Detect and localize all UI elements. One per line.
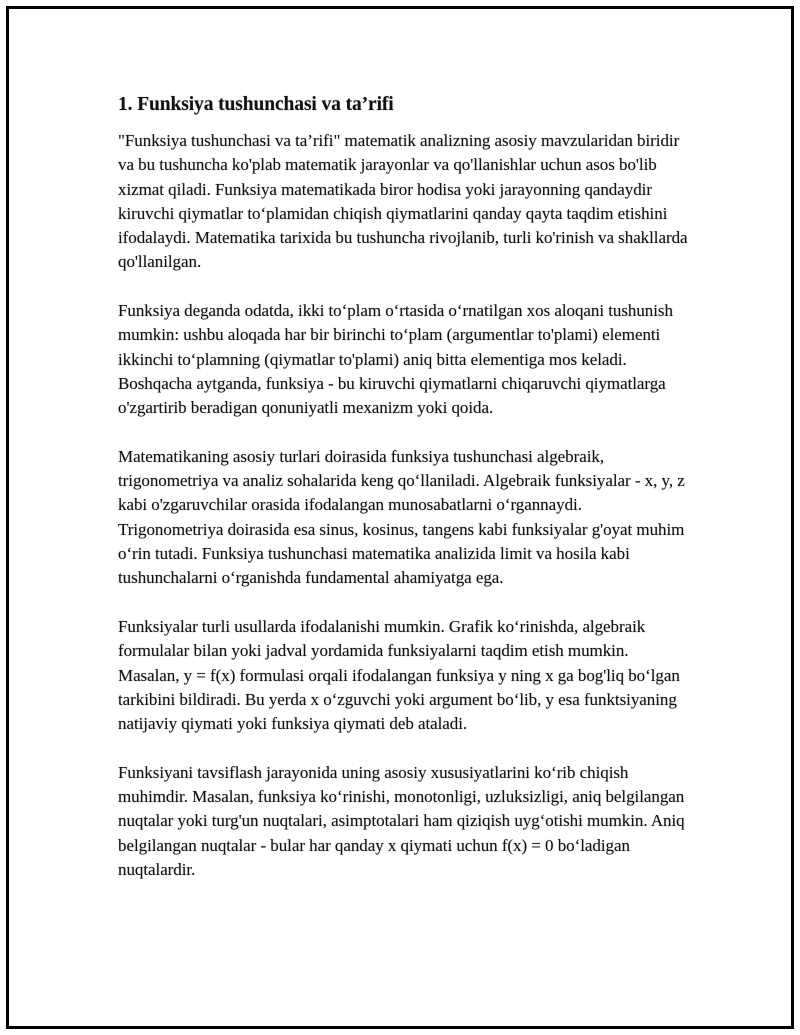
paragraph-2: Funksiya deganda odatda, ikki to‘plam o‘rtasida o‘rnatilgan xos aloqani tushunish mumkin: ushbu aloqada har bir birinchi to‘plam (argumentlar to'plami) elementi ikkinchi to‘plamning (qiymatlar to'plami) aniq bitta elementiga mos keladi. Boshqacha aytganda, funksiya - bu kiruvchi qiymatlarni chiqaruvchi qiymatlarga o'zgartirib beradigan qonuniyatli mexanizm yoki qoida. [118, 301, 673, 418]
paragraph-3: Matematikaning asosiy turlari doirasida funksiya tushunchasi algebraik, trigonometriya va analiz sohalarida keng qo‘llaniladi. Algebraik funksiyalar - x, y, z kabi o'zgaruvchilar orasida ifodalangan munosabatlarni o‘rgannaydi. Trigonometriya doirasida esa sinus, kosinus, tangens kabi funksiyalar g'oyat muhim o‘rin tutadi. Funksiya tushunchasi matematika analizida limit va hosila kabi tushunchalarni o‘rganishda fundamental ahamiyatga ega. [118, 446, 685, 588]
document-body [118, 92, 688, 907]
paragraph-5: Funksiyani tavsiflash jarayonida uning asosiy xususiyatlarini ko‘rib chiqish muhimdir. Masalan, funksiya ko‘rinishi, monotonligi, uzluksizligi, aniq belgilangan nuqtalar yoki turg'un nuqtalari, asimptotalari ham qiziqish uyg‘otishi mumkin. Aniq belgilangan nuqtalar - bular har qanday x qiymati uchun f(x) = 0 bo‘ladigan nuqtalardir. [118, 762, 685, 879]
paragraph-1: "Funksiya tushunchasi va ta’rifi" matematik analizning asosiy mavzularidan biridir va bu tushuncha ko'plab matematik jarayonlar va qo'llanishlar uchun asos bo'lib xizmat qiladi. Funksiya matematikada biror hodisa yoki jarayonning qandaydir kiruvchi qiymatlar to‘plamidan chiqish qiymatlarini qanday qayta taqdim etishini ifodalaydi. Matematika tarixida bu tushuncha rivojlanib, turli ko'rinish va shakllarda qo'llanilgan. [118, 131, 688, 272]
section-heading: 1. Funksiya tushunchasi va ta’rifi [118, 94, 394, 115]
paragraph-4: Funksiyalar turli usullarda ifodalanishi mumkin. Grafik ko‘rinishda, algebraik formulalar bilan yoki jadval yordamida funksiyalarni taqdim etish mumkin. Masalan, y = f(x) formulasi orqali ifodalangan funksiya y ning x ga bog'liq bo‘lgan tarkibini bildiradi. Bu yerda x o‘zguvchi yoki argument bo‘lib, y esa funktsiyaning natijaviy qiymati yoki funksiya qiymati deb ataladi. [118, 616, 680, 734]
